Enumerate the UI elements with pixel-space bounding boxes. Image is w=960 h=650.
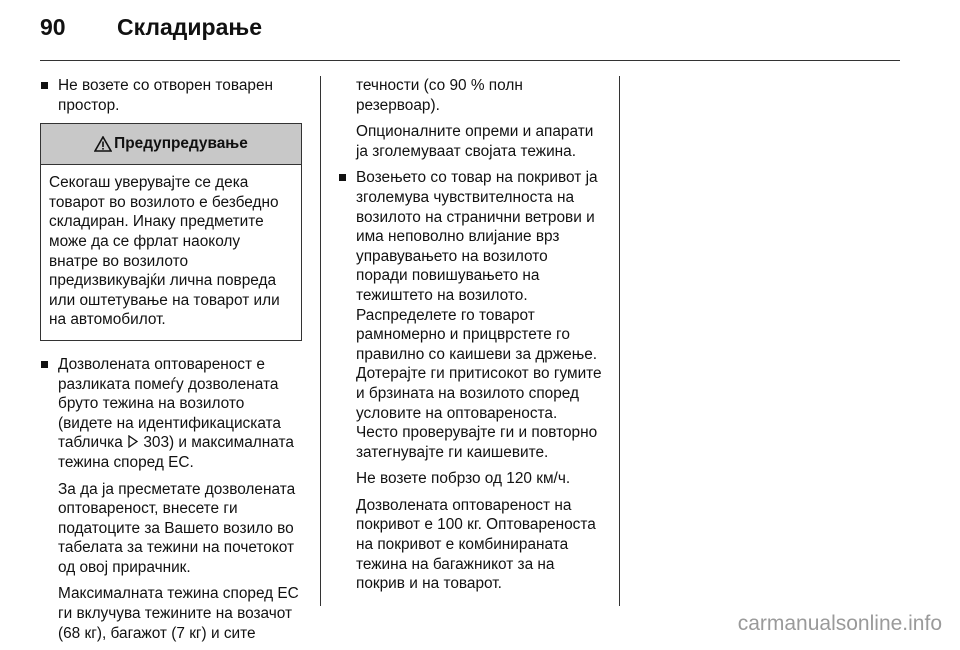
- column-separator: [619, 76, 620, 606]
- bullet-square-icon: [339, 174, 346, 181]
- warning-triangle-icon: [94, 136, 112, 152]
- paragraph: За да ја пресметате дозволената оптовареност, внесете ги податоците за Вашето возило во табелата за тежини на почетокот од овој прирачник.: [58, 480, 296, 576]
- page-header: [40, 14, 900, 54]
- paragraph: Максималната тежина според ЕС ги вклучува тежините на возачот (68 кг), багажот (7 кг) и сите: [58, 585, 299, 642]
- paragraph: Опционалните опреми и апарати ја зголемуваат својата тежина.: [356, 123, 594, 160]
- page-number: 90: [40, 14, 66, 40]
- warning-body: Секогаш уверувајте се дека товарот во возилото е безбедно складиран. Инаку предметите може да се фрлат наоколу внатре во возилото предизвикувајќи лична повреда или оштетување на товарот или на автомобилот.: [49, 174, 280, 329]
- paragraph: Не возете побрзо од 120 км/ч.: [356, 470, 571, 488]
- warning-header: [41, 124, 301, 165]
- column-right: [338, 76, 602, 601]
- bullet-item: [40, 355, 302, 473]
- watermark: carmanualsonline.info: [737, 612, 942, 635]
- column-separator: [320, 76, 321, 606]
- bullet-text: Не возете со отворен товарен простор.: [58, 77, 274, 114]
- bullet-item: [40, 76, 302, 115]
- paragraph: Дозволената оптовареност на покривот е 100 кг. Оптовареноста на покривот е комбинираната тежина на багажникот за на покрив и на товарот.: [356, 496, 596, 593]
- bullet-text-part2: 303) и максималната тежина според ЕС.: [58, 434, 294, 471]
- bullet-text-part1: Дозволената оптовареност е разликата помеѓу дозволената бруто тежина на возилото (видете на идентификациската табличка: [58, 355, 281, 452]
- bullet-square-icon: [41, 361, 48, 368]
- warning-box: [40, 123, 302, 341]
- arrow-reference-icon: [127, 435, 139, 448]
- page-title: Складирање: [117, 14, 263, 40]
- bullet-item: [338, 168, 602, 462]
- bullet-text: Возењето со товар на покривот ја зголемува чувствителноста на возилото на странични ветрови и има неповолно влијание врз управувањето на возилото поради повишувањето на тежиштето на возилото. Распределете го товарот рамномерно и прицврстете го правилно со каишеви за држење. Дотерајте ги притисокот во гумите и брзината на возилото според условите на оптовареноста. Често проверувајте ги и повторно затегнувајте ги каишевите.: [356, 169, 602, 461]
- paragraph: течности (со 90 % полн резервоар).: [356, 77, 523, 114]
- warning-title: Предупредување: [114, 135, 248, 153]
- header-rule: [40, 60, 900, 61]
- bullet-square-icon: [41, 82, 48, 89]
- column-left: [40, 76, 302, 650]
